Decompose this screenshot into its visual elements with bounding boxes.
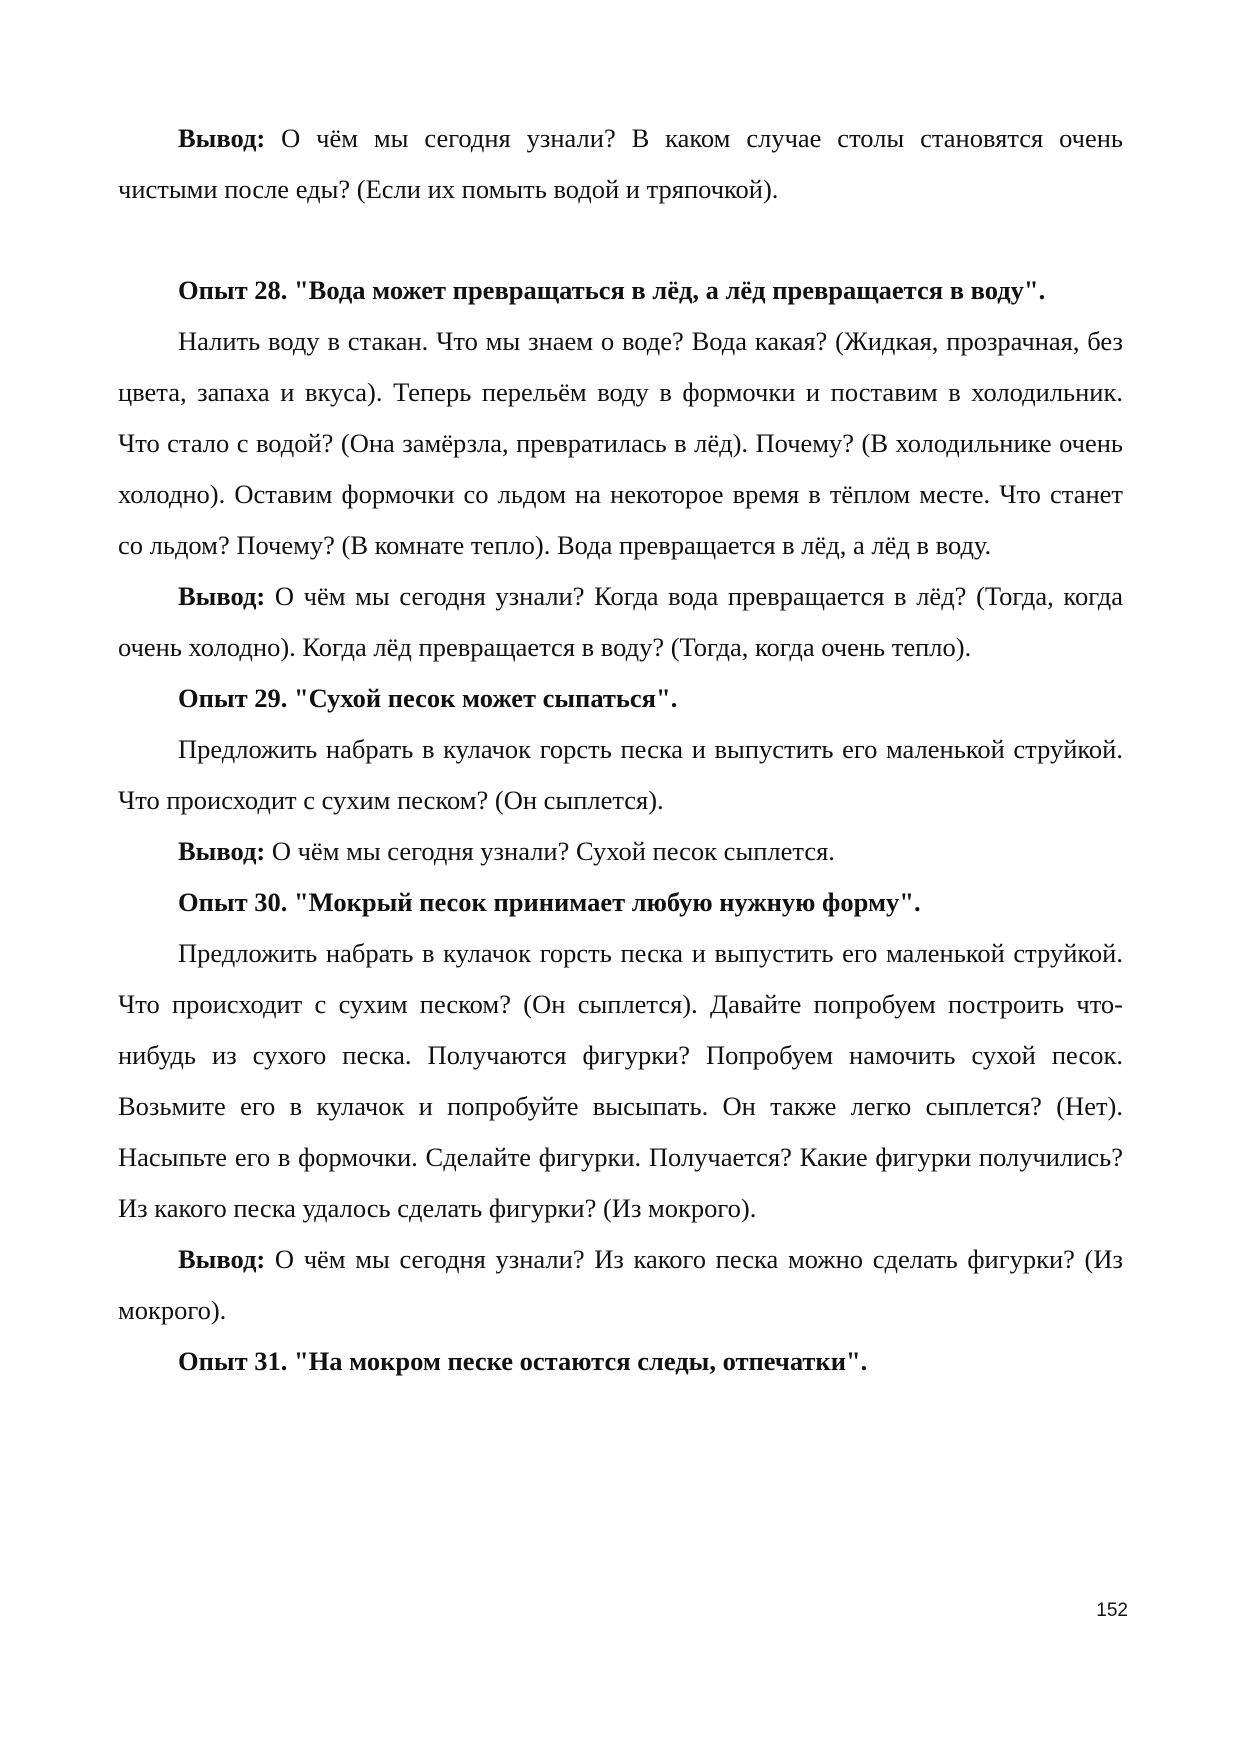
paragraph-text: О чём мы сегодня узнали? В каком случае столы становятся очень чистыми после еды? (Если их помыть водой и тряпочкой). xyxy=(118,123,1123,204)
body-paragraph: Предложить набрать в кулачок горсть песка и выпустить его маленькой струйкой. Что происходит с сухим песком? (Он сыплется). xyxy=(118,734,1123,815)
conclusion-paragraph xyxy=(118,1234,1123,1336)
paragraph-text: О чём мы сегодня узнали? Сухой песок сыплется. xyxy=(265,836,835,866)
paragraph-text: О чём мы сегодня узнали? Когда вода превращается в лёд? (Тогда, когда очень холодно). Когда лёд превращается в воду? (Тогда, когда очень тепло). xyxy=(118,581,1123,662)
conclusion-label: Вывод: xyxy=(178,1244,266,1274)
conclusion-label: Вывод: xyxy=(178,123,266,153)
conclusion-label: Вывод: xyxy=(178,581,266,611)
page-number: 152 xyxy=(1096,1600,1128,1621)
body-paragraph: Налить воду в стакан. Что мы знаем о воде? Вода какая? (Жидкая, прозрачная, без цвета, запаха и вкуса). Теперь перельём воду в формочки и поставим в холодильник. Что стало с водой? (Она замёрзла, превратилась в лёд). Почему? (В холодильнике очень холодно). Оставим формочки со льдом на некоторое время в тёплом месте. Что станет со льдом? Почему? (В комнате тепло). Вода превращается в лёд, а лёд в воду. xyxy=(118,326,1123,560)
experiment-heading: Опыт 29. "Сухой песок может сыпаться". xyxy=(178,683,678,713)
experiment-heading: Опыт 31. "На мокром песке остаются следы, отпечатки". xyxy=(178,1346,868,1376)
conclusion-paragraph xyxy=(118,826,1123,877)
experiment-heading: Опыт 28. "Вода может превращаться в лёд, а лёд превращается в воду". xyxy=(178,275,1046,305)
conclusion-paragraph xyxy=(118,571,1123,673)
experiment-heading: Опыт 30. "Мокрый песок принимает любую нужную форму". xyxy=(178,887,921,917)
body-paragraph: Предложить набрать в кулачок горсть песка и выпустить его маленькой струйкой. Что происходит с сухим песком? (Он сыплется). Давайте попробуем построить что-нибудь из сухого песка. Получаются фигурки? Попробуем намочить сухой песок. Возьмите его в кулачок и попробуйте высыпать. Он также легко сыплется? (Нет). Насыпьте его в формочки. Сделайте фигурки. Получается? Какие фигурки получились? Из какого песка удалось сделать фигурки? (Из мокрого). xyxy=(118,938,1123,1223)
paragraph-text: О чём мы сегодня узнали? Из какого песка можно сделать фигурки? (Из мокрого). xyxy=(118,1244,1123,1325)
conclusion-paragraph xyxy=(118,113,1123,215)
conclusion-label: Вывод: xyxy=(178,836,266,866)
page-body xyxy=(118,113,1123,1387)
